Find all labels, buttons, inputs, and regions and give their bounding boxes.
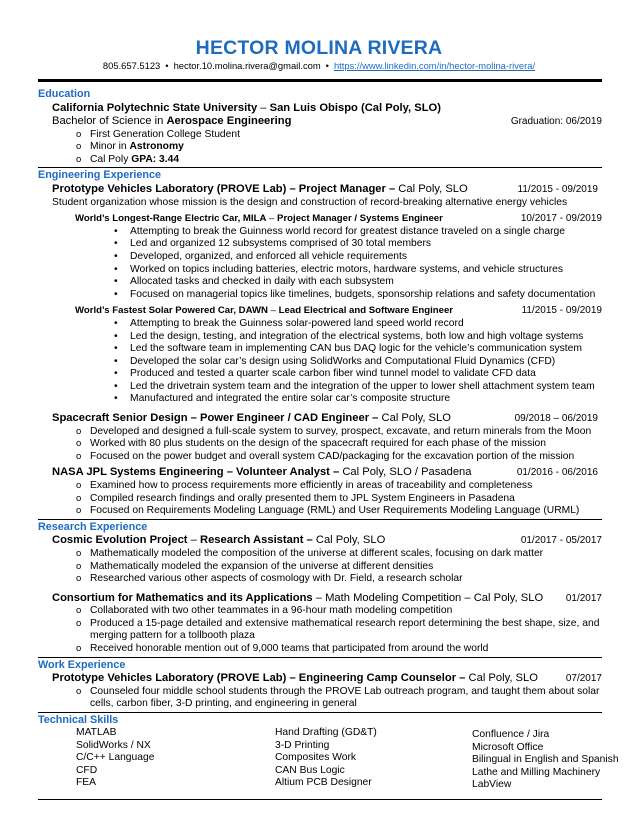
skill-item: Hand Drafting (GD&T) xyxy=(275,727,377,739)
linkedin-link[interactable]: https://www.linkedin.com/in/hector-molina-rivera/ xyxy=(333,60,536,71)
project-date: 10/2017 - 09/2019 xyxy=(520,213,602,225)
list-item: o Minor in Astronomy xyxy=(76,141,602,154)
project-header: World’s Longest-Range Electric Car, MILA – Project Manager / Systems Engineer 10/2017 - 09/2019 xyxy=(75,213,602,225)
education-list xyxy=(38,129,602,167)
separator: • xyxy=(165,60,169,71)
list-item: • Focused on managerial topics like timelines, budgets, sponsorship relations and safety documentation xyxy=(114,289,602,302)
list-item: o First Generation College Student xyxy=(76,129,602,142)
graduation-date: Graduation: 06/2019 xyxy=(510,116,602,128)
skills-column xyxy=(76,727,275,791)
list-item: o Examined how to process requirements more efficiently in areas of traceability and completeness xyxy=(76,480,602,493)
skill-item: MATLAB xyxy=(76,727,117,739)
section-title-education: Education xyxy=(38,88,91,100)
list-item: • Led the drivetrain system team and the integration of the upper to lower shell attachment system team xyxy=(114,381,602,394)
entry-header: NASA JPL Systems Engineering – Volunteer Analyst – Cal Poly, SLO / Pasadena 01/2016 - 06/2016 xyxy=(38,466,602,480)
list-item: o Collaborated with two other teammates in a 96-hour math modeling competition xyxy=(76,605,602,618)
section-title-engineering: Engineering Experience xyxy=(38,169,162,182)
entry-header: Prototype Vehicles Laboratory (PROVE Lab) – Project Manager – Cal Poly, SLO 11/2015 - 09/2019 xyxy=(38,183,602,197)
skill-item: SolidWorks / NX xyxy=(76,739,151,751)
skills-column xyxy=(275,727,472,791)
footer-divider xyxy=(38,799,602,800)
skill-item: Confluence / Jira xyxy=(472,729,550,741)
entry-list xyxy=(38,548,602,586)
section-divider xyxy=(38,657,602,658)
list-item: • Attempting to break the Guinness world record for greatest distance traveled on a single charge xyxy=(114,226,602,239)
list-item: • Developed the solar car’s design using SolidWorks and Computational Fluid Dynamics (CFD) xyxy=(114,356,602,369)
email-address: hector.10.molina.rivera@gmail.com xyxy=(173,60,321,71)
project-date: 11/2015 - 09/2019 xyxy=(521,305,602,317)
applicant-name: HECTOR MOLINA RIVERA xyxy=(195,37,443,59)
separator: • xyxy=(325,60,329,71)
list-item: • Worked on topics including batteries, electric motors, hardware systems, and vehicle structures xyxy=(114,264,602,277)
entry-header: Cosmic Evolution Project – Research Assistant – Cal Poly, SLO 01/2017 - 05/2017 xyxy=(52,534,602,547)
skill-item: 3-D Printing xyxy=(275,739,330,751)
entry-date: 07/2017 xyxy=(565,673,602,685)
list-item: • Manufactured and integrated the entire solar car’s composite structure xyxy=(114,393,602,406)
list-item: o Focused on the power budget and overall system CAD/packaging for the excavation portion of the mission xyxy=(76,451,602,464)
list-item: o Cal Poly GPA: 3.44 xyxy=(76,154,602,167)
contact-line xyxy=(0,60,638,71)
section-divider xyxy=(38,167,602,168)
section-title-research: Research Experience xyxy=(38,520,148,533)
skill-item: FEA xyxy=(76,777,97,788)
entry-header: Consortium for Mathematics and its Applications – Math Modeling Competition – Cal Poly, SLO 01/2017 xyxy=(52,591,602,604)
list-item: o Developed and designed a full-scale system to survey, prospect, excavate, and return minerals from the Moon xyxy=(76,426,602,439)
list-item: o Researched various other aspects of cosmology with Dr. Field, a research scholar xyxy=(76,573,602,586)
list-item: o Mathematically modeled the expansion of the universe at different densities xyxy=(76,561,602,574)
entry-date: 01/2017 xyxy=(565,592,602,604)
skill-item: C/C++ Language xyxy=(76,752,155,764)
entry-list xyxy=(38,426,602,464)
skills-column xyxy=(472,727,638,791)
skill-item: Altium PCB Designer xyxy=(275,777,372,788)
skill-item: Lathe and Milling Machinery xyxy=(472,766,601,778)
list-item: • Led the software team in implementing CAN bus DAQ logic for the vehicle’s communication system xyxy=(114,343,602,356)
skill-item: CFD xyxy=(76,764,98,776)
entry-header: Prototype Vehicles Laboratory (PROVE Lab) – Engineering Camp Counselor – Cal Poly, SLO 07/2017 xyxy=(52,672,602,685)
degree: Bachelor of Science in Aerospace Engineering xyxy=(52,115,292,128)
phone-number: 805.657.5123 xyxy=(102,60,161,71)
project-header: World’s Fastest Solar Powered Car, DAWN – Lead Electrical and Software Engineer 11/2015 - 09/2019 xyxy=(75,305,602,317)
list-item: o Focused on Requirements Modeling Language (RML) and User Requirements Modeling Language (URML) xyxy=(76,505,602,518)
entry-header: Spacecraft Senior Design – Power Engineer / CAD Engineer – Cal Poly, SLO 09/2018 – 06/2019 xyxy=(38,412,602,426)
list-item: o Compiled research findings and orally presented them to JPL System Engineers in Pasadena xyxy=(76,493,602,506)
list-item: o Received honorable mention out of 9,000 teams that participated from around the world xyxy=(76,643,602,656)
resume-body xyxy=(38,88,619,791)
skill-item: Composites Work xyxy=(275,752,357,764)
section-title-skills: Technical Skills xyxy=(38,713,119,726)
list-item: • Allocated tasks and checked in daily with each subsystem xyxy=(114,276,602,289)
entry-date: 01/2016 - 06/2016 xyxy=(516,467,598,479)
list-item: o Worked with 80 plus students on the design of the spacecraft required for each phase of the mission xyxy=(76,438,602,451)
entry-description: Student organization whose mission is the design and construction of record-breaking alternative energy vehicles xyxy=(52,196,568,208)
entry-list xyxy=(38,480,602,518)
skill-item: Bilingual in English and Spanish xyxy=(472,754,619,766)
list-item: • Attempting to break the Guinness solar-powered land speed world record xyxy=(114,318,602,331)
project-bullets xyxy=(38,226,602,302)
degree-row xyxy=(38,115,602,129)
header-divider xyxy=(38,79,602,82)
entry-date: 09/2018 – 06/2019 xyxy=(514,413,598,425)
section-divider xyxy=(38,712,602,713)
school-name: California Polytechnic State University – San Luis Obispo (Cal Poly, SLO) xyxy=(52,101,441,114)
section-divider xyxy=(38,519,602,520)
entry-date: 11/2015 - 09/2019 xyxy=(517,183,598,195)
skill-item: CAN Bus Logic xyxy=(275,764,345,776)
list-item: • Led and organized 12 subsystems comprised of 30 total members xyxy=(114,238,602,251)
list-item: o Mathematically modeled the composition of the universe at different scales, focusing on dark matter xyxy=(76,548,602,561)
list-item: o Counseled four middle school students through the PROVE Lab outreach program, and taught them about solar cells, carbon fiber, 3-D printing, and engineering in general xyxy=(76,686,602,711)
list-item: • Led the design, testing, and integration of the electrical systems, both low and high voltage systems xyxy=(114,331,602,344)
entry-date: 01/2017 - 05/2017 xyxy=(520,535,602,547)
list-item: • Produced and tested a quarter scale carbon fiber wind tunnel model to validate CFD data xyxy=(114,368,602,381)
list-item: • Developed, organized, and enforced all vehicle requirements xyxy=(114,251,602,264)
project-bullets xyxy=(38,318,602,406)
skill-item: LabView xyxy=(472,779,512,790)
skills-grid xyxy=(38,727,619,791)
list-item: o Produced a 15-page detailed and extensive mathematical research report determining the best shape, size, and merging pattern for a tollbooth plaza xyxy=(76,618,602,643)
entry-list xyxy=(38,686,602,711)
skill-item: Microsoft Office xyxy=(472,741,544,753)
section-title-work: Work Experience xyxy=(38,658,126,671)
entry-list xyxy=(38,605,602,655)
